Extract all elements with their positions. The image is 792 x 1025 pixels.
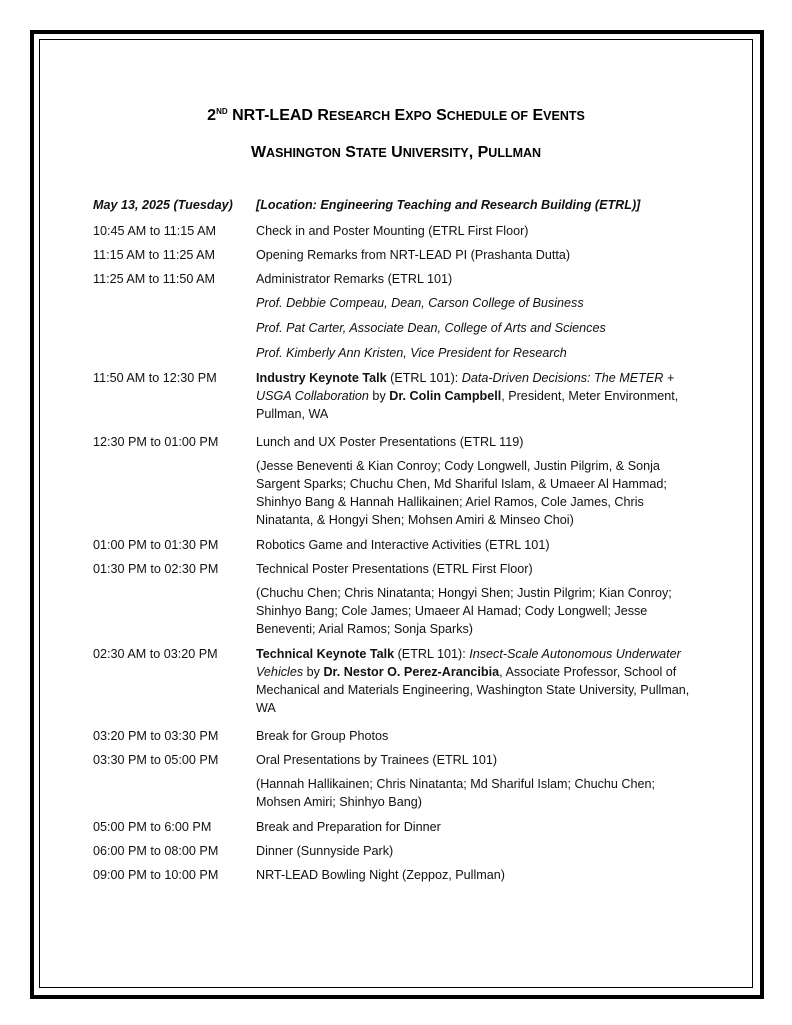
schedule bbox=[93, 196, 693, 890]
schedule-header bbox=[93, 196, 693, 214]
speaker-line: Prof. Pat Carter, Associate Dean, College of Arts and Sciences bbox=[256, 321, 606, 335]
document-subtitle: WASHINGTON STATE UNIVERSITY, PULLMAN bbox=[250, 144, 542, 161]
schedule-subrow bbox=[93, 294, 693, 312]
schedule-row bbox=[93, 270, 693, 288]
presenter-list: (Chuchu Chen; Chris Ninatanta; Hongyi Shen; Justin Pilgrim; Kian Conroy; Shinhyo Bang; Cole James; Umaeer Al Hamad; Cody Longwell; Jesse Beneventi; Arial Ramos; Sonja Sparks) bbox=[256, 586, 672, 636]
schedule-subrow bbox=[93, 344, 693, 362]
event-description: Check in and Poster Mounting (ETRL First Floor) bbox=[256, 224, 529, 238]
event-time: 03:30 PM to 05:00 PM bbox=[93, 753, 219, 767]
schedule-row bbox=[93, 645, 693, 717]
schedule-row bbox=[93, 433, 693, 451]
schedule-row bbox=[93, 751, 693, 769]
speaker-name: Dr. Colin Campbell bbox=[389, 389, 502, 403]
event-description: Technical Keynote Talk (ETRL 101): Insect-Scale Autonomous Underwater Vehicles by Dr. Nestor O. Perez-Arancibia, Associate Professor, School of Mechanical and Materials Engineering, Washington State University, Pullman, WA bbox=[256, 647, 690, 715]
speaker-name: Dr. Nestor O. Perez-Arancibia bbox=[323, 665, 500, 679]
event-time: 10:45 AM to 11:15 AM bbox=[93, 224, 216, 238]
schedule-subrow bbox=[93, 775, 693, 811]
event-description: Industry Keynote Talk (ETRL 101): Data-Driven Decisions: The METER + USGA Collaboration by Dr. Colin Campbell, President, Meter Environment, Pullman, WA bbox=[256, 371, 679, 421]
event-description: Administrator Remarks (ETRL 101) bbox=[256, 272, 453, 286]
event-description: Break and Preparation for Dinner bbox=[256, 820, 441, 834]
event-description: Robotics Game and Interactive Activities (ETRL 101) bbox=[256, 538, 550, 552]
event-time: 01:00 PM to 01:30 PM bbox=[93, 538, 219, 552]
presenter-list: (Hannah Hallikainen; Chris Ninatanta; Md Shariful Islam; Chuchu Chen; Mohsen Amiri; Shinhyo Bang) bbox=[256, 777, 655, 809]
talk-title: Insect-Scale Autonomous Underwater Vehicles bbox=[256, 647, 681, 679]
schedule-row bbox=[93, 842, 693, 860]
schedule-row bbox=[93, 560, 693, 578]
event-location: [Location: Engineering Teaching and Research Building (ETRL)] bbox=[256, 198, 641, 212]
event-time: 09:00 PM to 10:00 PM bbox=[93, 868, 219, 882]
schedule-subrow bbox=[93, 584, 693, 638]
event-description: Lunch and UX Poster Presentations (ETRL 119) bbox=[256, 435, 524, 449]
presenter-list: (Jesse Beneventi & Kian Conroy; Cody Longwell, Justin Pilgrim, & Sonja Sargent Sparks; Chuchu Chen, Md Shariful Islam, & Umaeer Al Hammad; Shinhyo Bang & Hannah Hallikainen; Ariel Ramos, Cole James, Chris Ninatanta, & Hongyi Shen; Mohsen Amiri & Minseo Choi) bbox=[256, 459, 667, 527]
event-date: May 13, 2025 (Tuesday) bbox=[93, 198, 233, 212]
schedule-row bbox=[93, 246, 693, 264]
event-time: 11:25 AM to 11:50 AM bbox=[93, 272, 216, 286]
event-time: 02:30 AM to 03:20 PM bbox=[93, 647, 218, 661]
schedule-subrow bbox=[93, 457, 693, 529]
event-description: Technical Poster Presentations (ETRL First Floor) bbox=[256, 562, 533, 576]
schedule-subrow bbox=[93, 319, 693, 337]
event-description: Break for Group Photos bbox=[256, 729, 389, 743]
event-description: Dinner (Sunnyside Park) bbox=[256, 844, 394, 858]
schedule-row bbox=[93, 222, 693, 240]
event-time: 11:15 AM to 11:25 AM bbox=[93, 248, 216, 262]
event-time: 03:20 PM to 03:30 PM bbox=[93, 729, 219, 743]
speaker-line: Prof. Debbie Compeau, Dean, Carson College of Business bbox=[256, 296, 584, 310]
talk-label: Technical Keynote Talk bbox=[256, 647, 395, 661]
schedule-row bbox=[93, 369, 693, 423]
document-title: 2ND NRT-LEAD RESEARCH EXPO SCHEDULE OF EVENTS bbox=[207, 107, 585, 124]
speaker-line: Prof. Kimberly Ann Kristen, Vice President for Research bbox=[256, 346, 567, 360]
talk-title: Data-Driven Decisions: The METER + USGA Collaboration bbox=[256, 371, 675, 403]
schedule-row bbox=[93, 536, 693, 554]
talk-label: Industry Keynote Talk bbox=[256, 371, 387, 385]
schedule-row bbox=[93, 727, 693, 745]
event-description: Oral Presentations by Trainees (ETRL 101) bbox=[256, 753, 498, 767]
event-description: Opening Remarks from NRT-LEAD PI (Prashanta Dutta) bbox=[256, 248, 571, 262]
schedule-row bbox=[93, 818, 693, 836]
schedule-row bbox=[93, 866, 693, 884]
event-time: 11:50 AM to 12:30 PM bbox=[93, 371, 217, 385]
event-time: 06:00 PM to 08:00 PM bbox=[93, 844, 219, 858]
event-time: 05:00 PM to 6:00 PM bbox=[93, 820, 212, 834]
event-time: 01:30 PM to 02:30 PM bbox=[93, 562, 219, 576]
event-time: 12:30 PM to 01:00 PM bbox=[93, 435, 219, 449]
event-description: NRT-LEAD Bowling Night (Zeppoz, Pullman) bbox=[256, 868, 505, 882]
